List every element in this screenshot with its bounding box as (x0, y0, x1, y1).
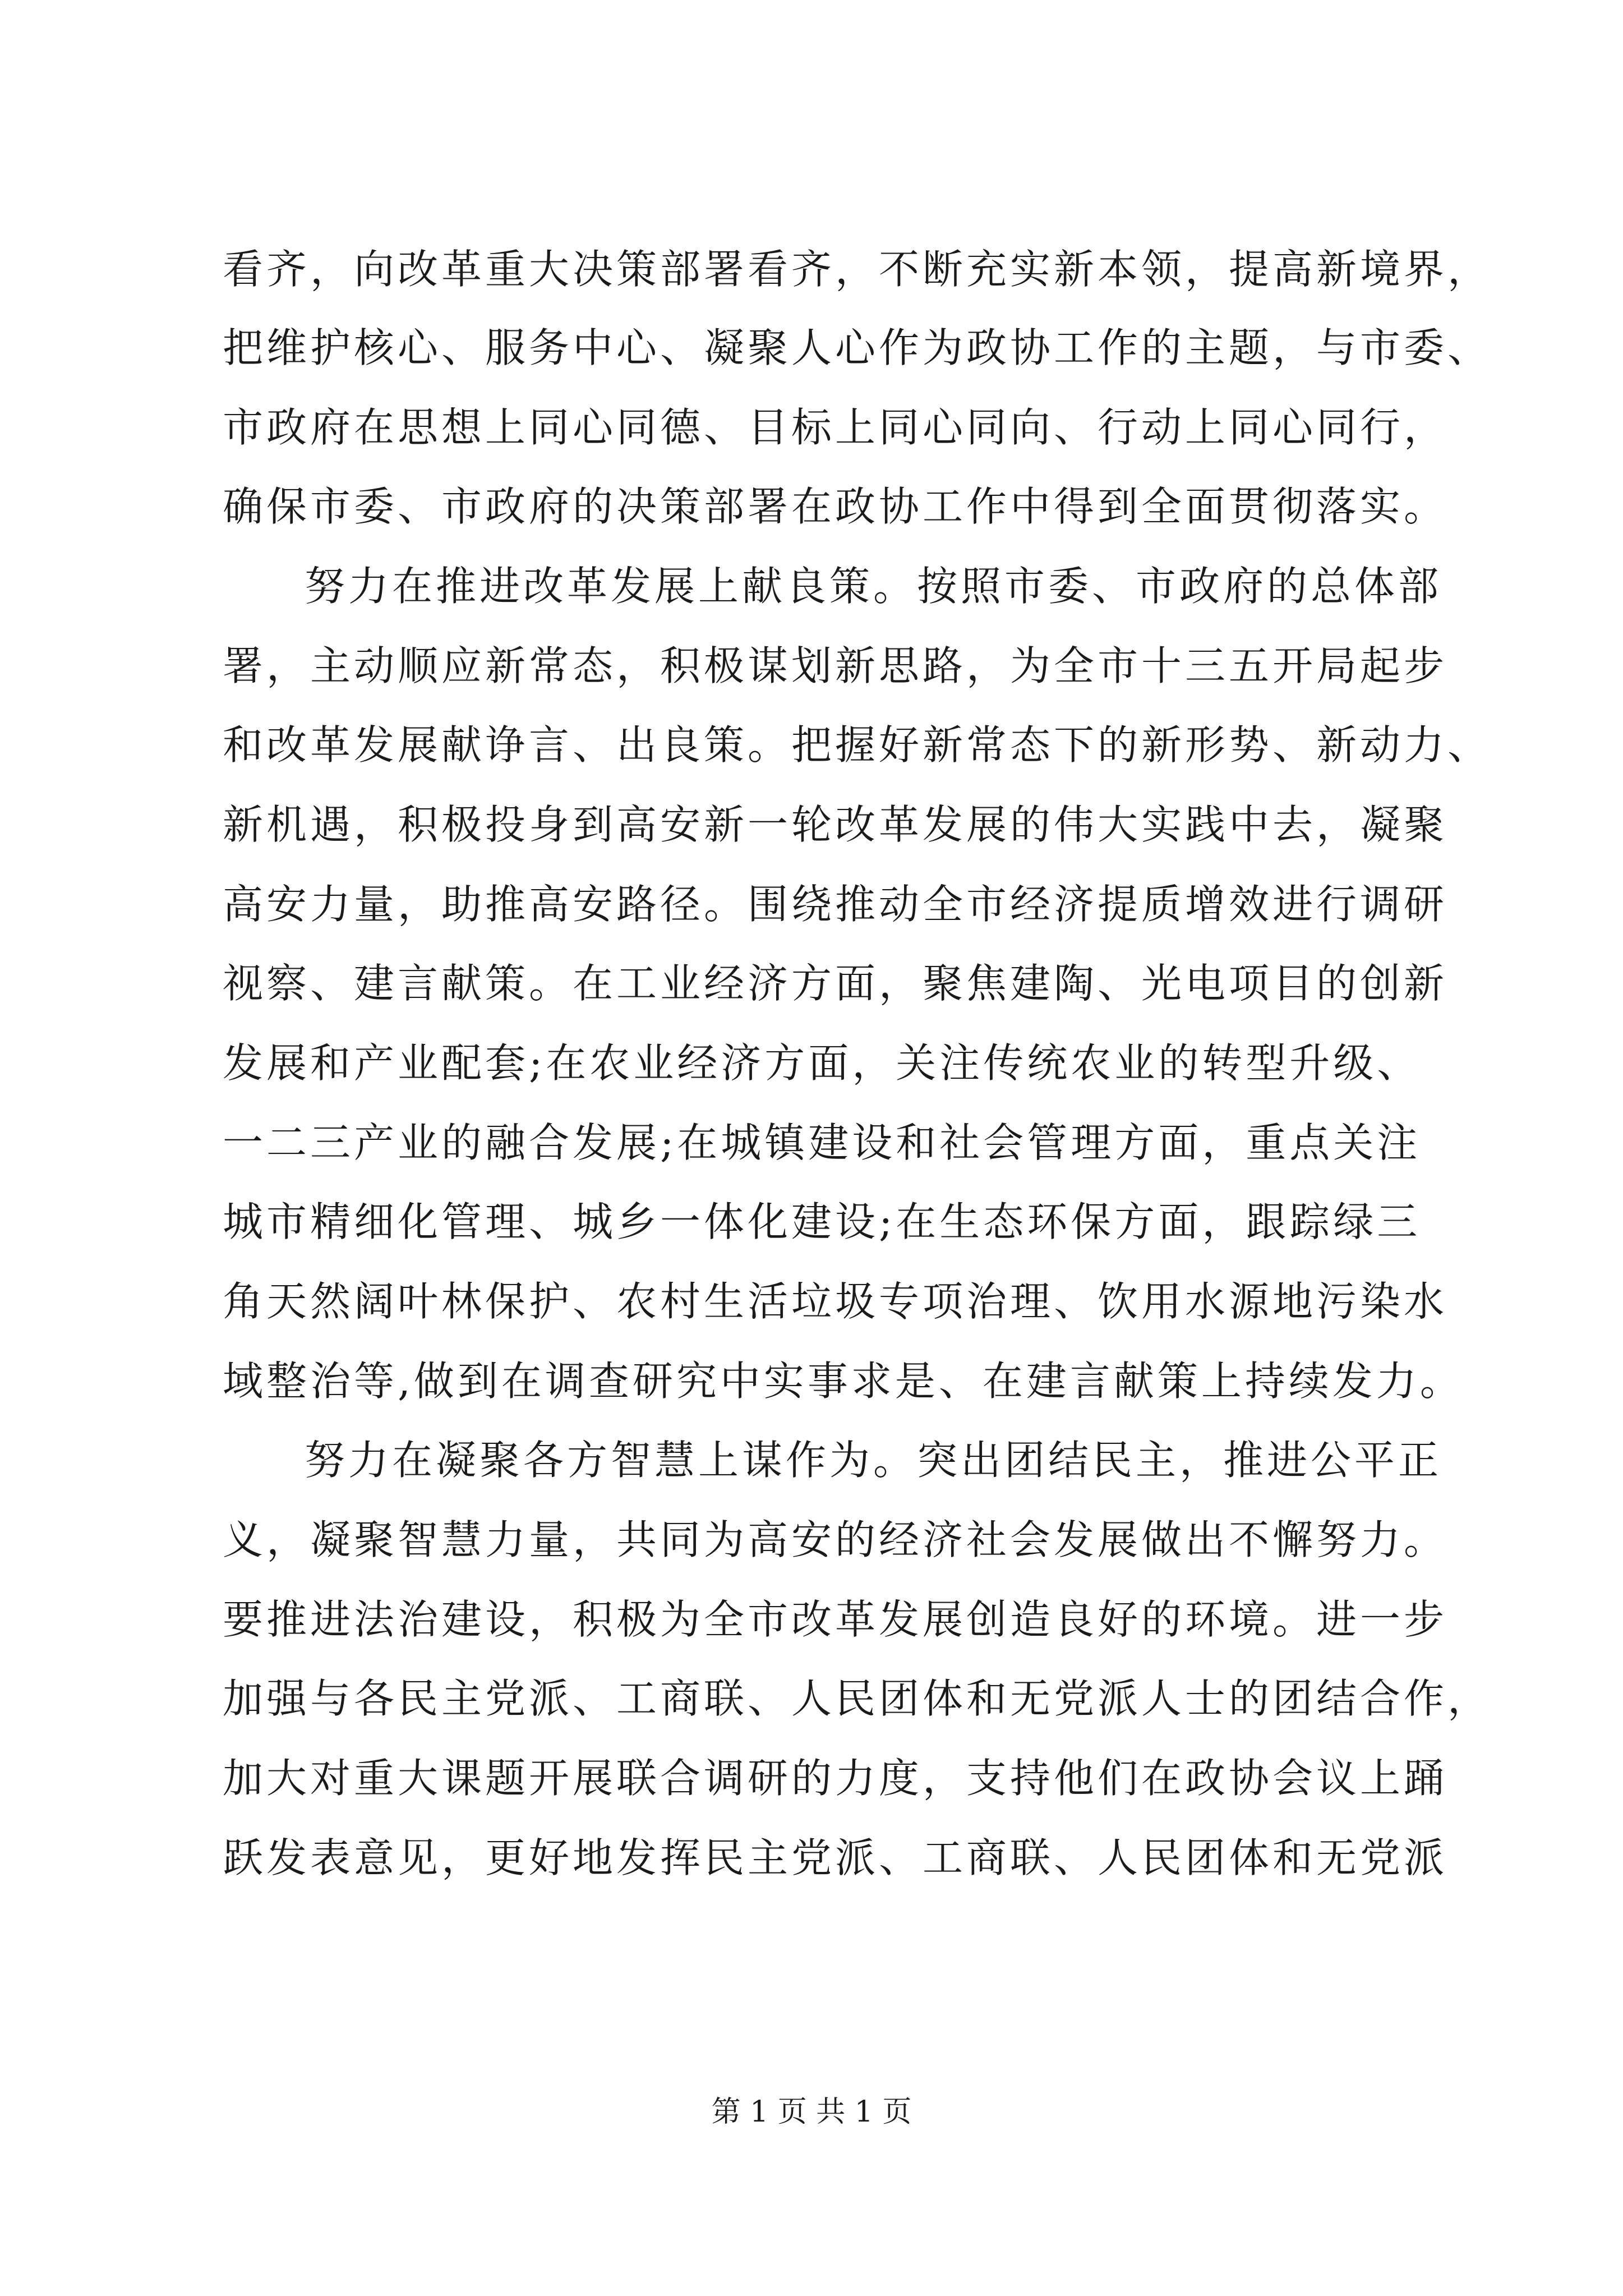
text-line: 发展和产业配套;在农业经济方面，关注传统农业的转型升级、 (223, 1039, 1421, 1087)
text-line: 义，凝聚智慧力量，共同为高安的经济社会发展做出不懈努力。 (223, 1516, 1448, 1563)
text-line: 署，主动顺应新常态，积极谋划新思路，为全市十三五开局起步 (223, 642, 1448, 689)
text-line: 加大对重大课题开展联合调研的力度，支持他们在政协会议上踊 (223, 1755, 1448, 1802)
text-line: 域整治等,做到在调查研究中实事求是、在建言献策上持续发力。 (223, 1358, 1464, 1405)
text-line: 加强与各民主党派、工商联、人民团体和无党派人士的团结合作， (223, 1675, 1492, 1722)
text-line: 市政府在思想上同心同德、目标上同心同向、行动上同心同行， (223, 404, 1448, 451)
text-line: 角天然阔叶林保护、农村生活垃圾专项治理、饮用水源地污染水 (223, 1278, 1448, 1325)
text-line: 要推进法治建设，积极为全市改革发展创造良好的环境。进一步 (223, 1596, 1448, 1643)
text-line: 跃发表意见，更好地发挥民主党派、工商联、人民团体和无党派 (223, 1834, 1448, 1881)
text-line: 看齐，向改革重大决策部署看齐，不断充实新本领，提高新境界， (223, 246, 1492, 293)
page-number-label: 第 1 页 共 1 页 (711, 2095, 912, 2129)
paragraph-start-line: 努力在凝聚各方智慧上谋作为。突出团结民主，推进公平正 (305, 1437, 1442, 1484)
text-line: 高安力量，助推高安路径。围绕推动全市经济提质增效进行调研 (223, 881, 1448, 928)
text-line: 一二三产业的融合发展;在城镇建设和社会管理方面，重点关注 (223, 1119, 1421, 1166)
text-line: 确保市委、市政府的决策部署在政协工作中得到全面贯彻落实。 (223, 483, 1448, 530)
text-line: 和改革发展献诤言、出良策。把握好新常态下的新形势、新动力、 (223, 721, 1492, 769)
text-line: 把维护核心、服务中心、凝聚人心作为政协工作的主题，与市委、 (223, 324, 1492, 371)
text-line: 视察、建言献策。在工业经济方面，聚焦建陶、光电项目的创新 (223, 960, 1448, 1007)
page-footer (0, 2092, 1623, 2132)
paragraph-start-line: 努力在推进改革发展上献良策。按照市委、市政府的总体部 (305, 563, 1442, 610)
text-line: 新机遇，积极投身到高安新一轮改革发展的伟大实践中去，凝聚 (223, 801, 1448, 848)
text-line: 城市精细化管理、城乡一体化建设;在生态环保方面，跟踪绿三 (223, 1198, 1421, 1245)
